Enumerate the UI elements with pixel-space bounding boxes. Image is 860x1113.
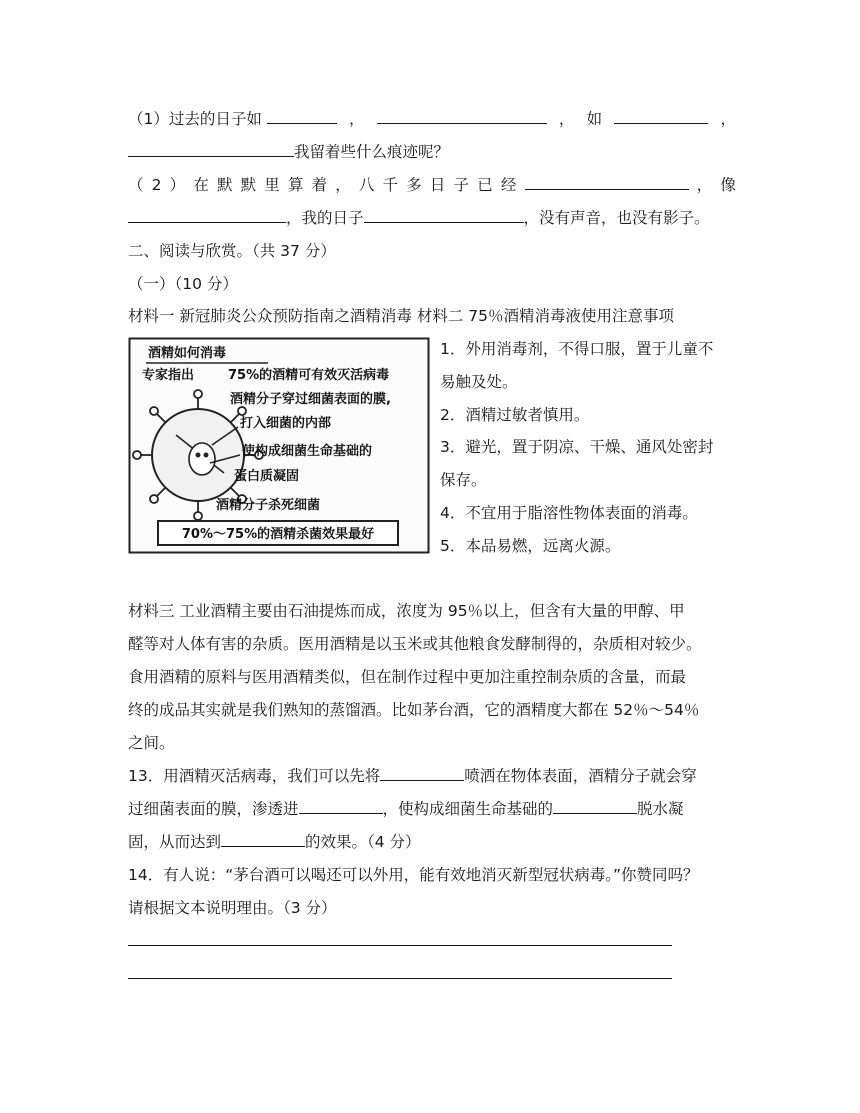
q2-c6: 里 — [264, 176, 280, 194]
q13-p4: ，使构成细菌生命基础的 — [382, 800, 554, 818]
q2-comma: ， — [696, 176, 713, 194]
material3-line3: 食用酒精的原料与医用酒精类似，但在制作过程中更加注重控制杂质的含量，而最 — [128, 668, 687, 686]
figure-line1: 75%的酒精可有效灭活病毒 — [228, 368, 390, 383]
q14-line1: 14．有人说：“茅台酒可以喝还可以外用，能有效地消灭新型冠状病毒。”你赞同吗？ — [128, 866, 699, 884]
q13-blank-2[interactable] — [299, 798, 383, 814]
q2-c0: （ — [128, 176, 144, 194]
figure-line3: 打入细菌的内部 — [240, 416, 332, 431]
material2-item-5: 5．本品易燃，远离火源。 — [440, 537, 621, 555]
alcohol-figure-svg — [128, 337, 430, 554]
figure-title: 酒精如何消毒 — [148, 346, 227, 361]
figure-line4: 使构成细菌生命基础的 — [242, 444, 373, 459]
q13-blank-1[interactable] — [380, 765, 464, 781]
q14-answer-line-1[interactable] — [128, 945, 672, 946]
q2-tail: ，没有声音，也没有影子。 — [523, 209, 710, 227]
material2-item-3a: 3．避光，置于阴凉、干燥、通风处密封 — [440, 438, 714, 456]
q1-comma-2: ， — [558, 110, 575, 128]
q2-xiang: 像 — [720, 176, 736, 194]
material3-line4: 终的成品其实就是我们熟知的蒸馏酒。比如茅台酒，它的酒精度大都在 52％～54％ — [128, 701, 700, 719]
q13-p3: 过细菌表面的膜，渗透进 — [128, 800, 299, 818]
q13-line2 — [128, 798, 736, 820]
q2-blank-3[interactable] — [364, 207, 524, 223]
figure-bottom: 70%～75%的酒精杀菌效果最好 — [181, 527, 375, 542]
q1-tail: 我留着些什么痕迹呢？ — [294, 143, 450, 161]
q14-answer-line-2[interactable] — [128, 978, 672, 979]
q13-p5: 脱水凝 — [637, 800, 684, 818]
q2-c12: 多 — [406, 176, 422, 194]
q2-c11: 千 — [382, 176, 399, 194]
q1-comma-3: ， — [720, 110, 736, 128]
q2-c5: 默 — [240, 176, 257, 194]
q2-c10: 八 — [358, 176, 375, 194]
section2-subheading: （一）（10 分） — [128, 275, 238, 293]
q2-c8: 着 — [311, 176, 328, 194]
material2-item-1a: 1．外用消毒剂，不得口服，置于儿童不 — [440, 340, 714, 358]
alcohol-disinfection-figure — [128, 337, 430, 554]
q13-p7: 的效果。（4 分） — [305, 833, 421, 851]
q13-line1 — [128, 765, 736, 787]
q14-line2: 请根据文本说明理由。（3 分） — [128, 899, 337, 917]
q1-line1 — [128, 108, 736, 130]
material2-item-1b: 易触及处。 — [440, 373, 518, 391]
figure-line6: 酒精分子杀死细菌 — [216, 498, 321, 513]
q1-lead: （1）过去的日子如 — [128, 110, 262, 128]
q1-blank-3[interactable] — [614, 108, 708, 124]
q2-c14: 子 — [453, 176, 470, 194]
q13-blank-3[interactable] — [553, 798, 637, 814]
q1-comma-1: ， — [349, 110, 365, 128]
q13-p6: 固，从而达到 — [128, 833, 222, 851]
figure-line5: 蛋白质凝固 — [234, 469, 300, 484]
q2-c3: 在 — [193, 176, 209, 194]
q2-c16: 经 — [500, 176, 517, 194]
material2-item-2: 2．酒精过敏者慎用。 — [440, 406, 590, 424]
q1-blank-4[interactable] — [128, 141, 294, 157]
q2-blank-1[interactable] — [525, 174, 689, 190]
q1-ru: 如 — [586, 110, 603, 128]
q13-p2: 喷洒在物体表面，酒精分子就会穿 — [464, 767, 697, 785]
figure-line2: 酒精分子穿过细菌表面的膜, — [230, 392, 391, 407]
q13-line3 — [128, 831, 736, 853]
q1-blank-1[interactable] — [267, 108, 337, 124]
material3-line5: 之间。 — [128, 734, 175, 752]
materials-title-line: 材料一 新冠肺炎公众预防指南之酒精消毒 材料二 75％酒精消毒液使用注意事项 — [128, 307, 675, 325]
q2-blank-2[interactable] — [128, 207, 286, 223]
section2-heading: 二、阅读与欣赏。（共 37 分） — [128, 242, 336, 260]
q2-line1 — [128, 174, 736, 196]
q2-c2: ） — [169, 176, 186, 194]
q2-mid: ，我的日子 — [286, 209, 364, 227]
material2-item-4: 4．不宜用于脂溶性物体表面的消毒。 — [440, 504, 698, 522]
q2-c9: ， — [335, 176, 351, 194]
q2-c7: 算 — [287, 176, 304, 194]
q13-p1: 13．用酒精灭活病毒，我们可以先将 — [128, 767, 381, 785]
material3-line1: 材料三 工业酒精主要由石油提炼而成，浓度为 95％以上，但含有大量的甲醇、甲 — [128, 602, 685, 620]
q1-line2 — [128, 141, 736, 163]
q2-c15: 已 — [477, 176, 493, 194]
material2-item-3b: 保存。 — [440, 471, 487, 489]
q2-c1: 2 — [151, 176, 162, 194]
q2-c4: 默 — [216, 176, 233, 194]
q1-blank-2[interactable] — [377, 108, 547, 124]
q13-blank-4[interactable] — [221, 831, 305, 847]
q2-c13: 日 — [429, 176, 446, 194]
figure-expert: 专家指出 — [142, 368, 195, 383]
q2-line2 — [128, 207, 736, 229]
material3-line2: 醛等对人体有害的杂质。医用酒精是以玉米或其他粮食发酵制得的，杂质相对较少。 — [128, 635, 702, 653]
